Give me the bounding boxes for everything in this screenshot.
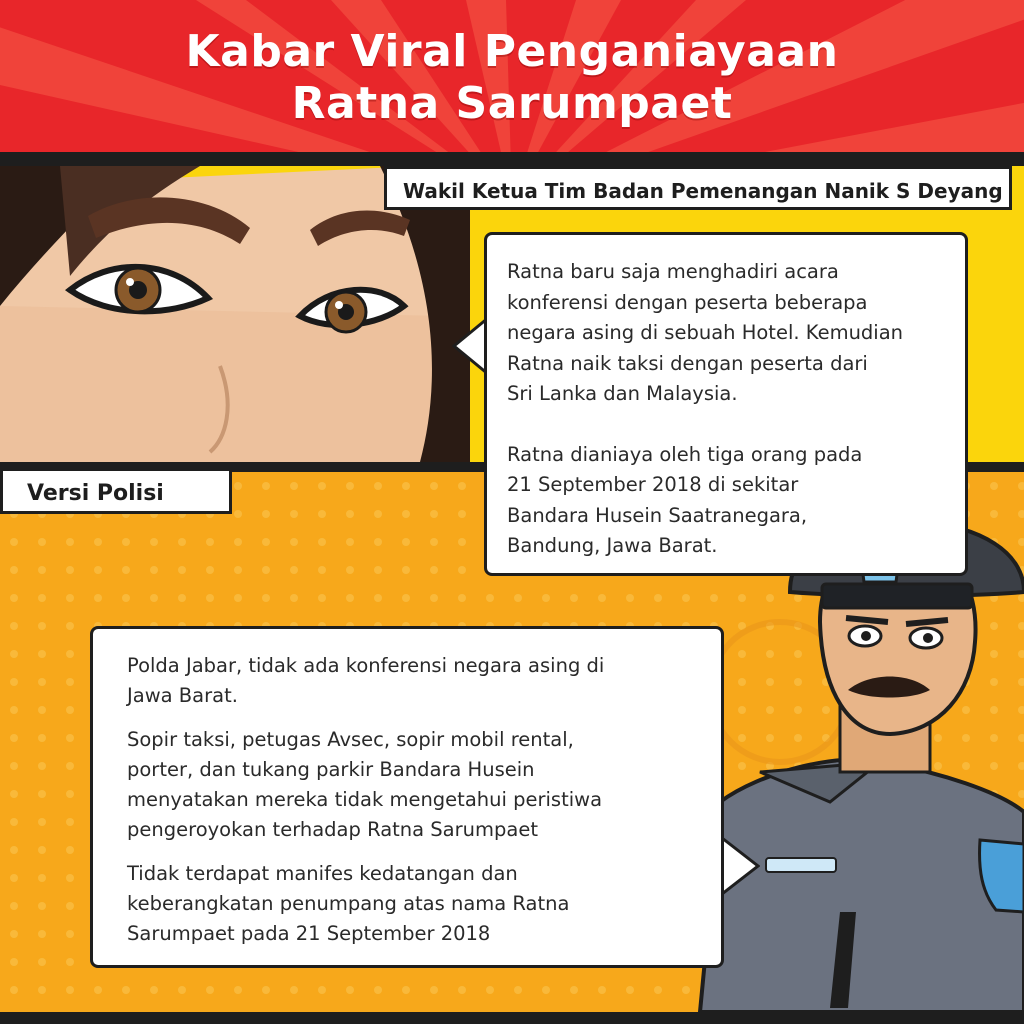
bubble-bottom-paragraph-1: Polda Jabar, tidak ada konferensi negara asing di Jawa Barat. xyxy=(127,654,605,707)
title-banner xyxy=(0,0,1024,152)
speech-bubble-tail-bottom xyxy=(720,836,760,896)
bubble-bottom-paragraph-2: Sopir taksi, petugas Avsec, sopir mobil rental, porter, dan tukang parkir Bandara Husein menyatakan mereka tidak mengetahui peristiwa pengeroyokan terhadap Ratna Sarumpaet xyxy=(127,728,603,841)
title-line-1: Kabar Viral Penganiayaan xyxy=(185,26,839,77)
caption-source-top: Wakil Ketua Tim Badan Pemenangan Nanik S Deyang xyxy=(384,166,1012,210)
bubble-top-paragraph-2: Ratna dianiaya oleh tiga orang pada 21 September 2018 di sekitar Bandara Husein Saatranegara, Bandung, Jawa Barat. xyxy=(507,442,863,557)
bubble-bottom-paragraph-3: Tidak terdapat manifes kedatangan dan keberangkatan penumpang atas nama Ratna Sarumpaet pada 21 September 2018 xyxy=(127,862,570,945)
bubble-top-paragraph-1: Ratna baru saja menghadiri acara konferensi dengan peserta beberapa negara asing di sebuah Hotel. Kemudian Ratna naik taksi dengan peserta dari Sri Lanka dan Malaysia. xyxy=(507,260,904,405)
title-line-2: Ratna Sarumpaet xyxy=(291,78,733,129)
speech-bubble-bottom xyxy=(90,626,724,968)
speech-bubble-top xyxy=(484,232,968,576)
page-title xyxy=(0,26,1024,130)
caption-police-version: Versi Polisi xyxy=(0,468,232,514)
